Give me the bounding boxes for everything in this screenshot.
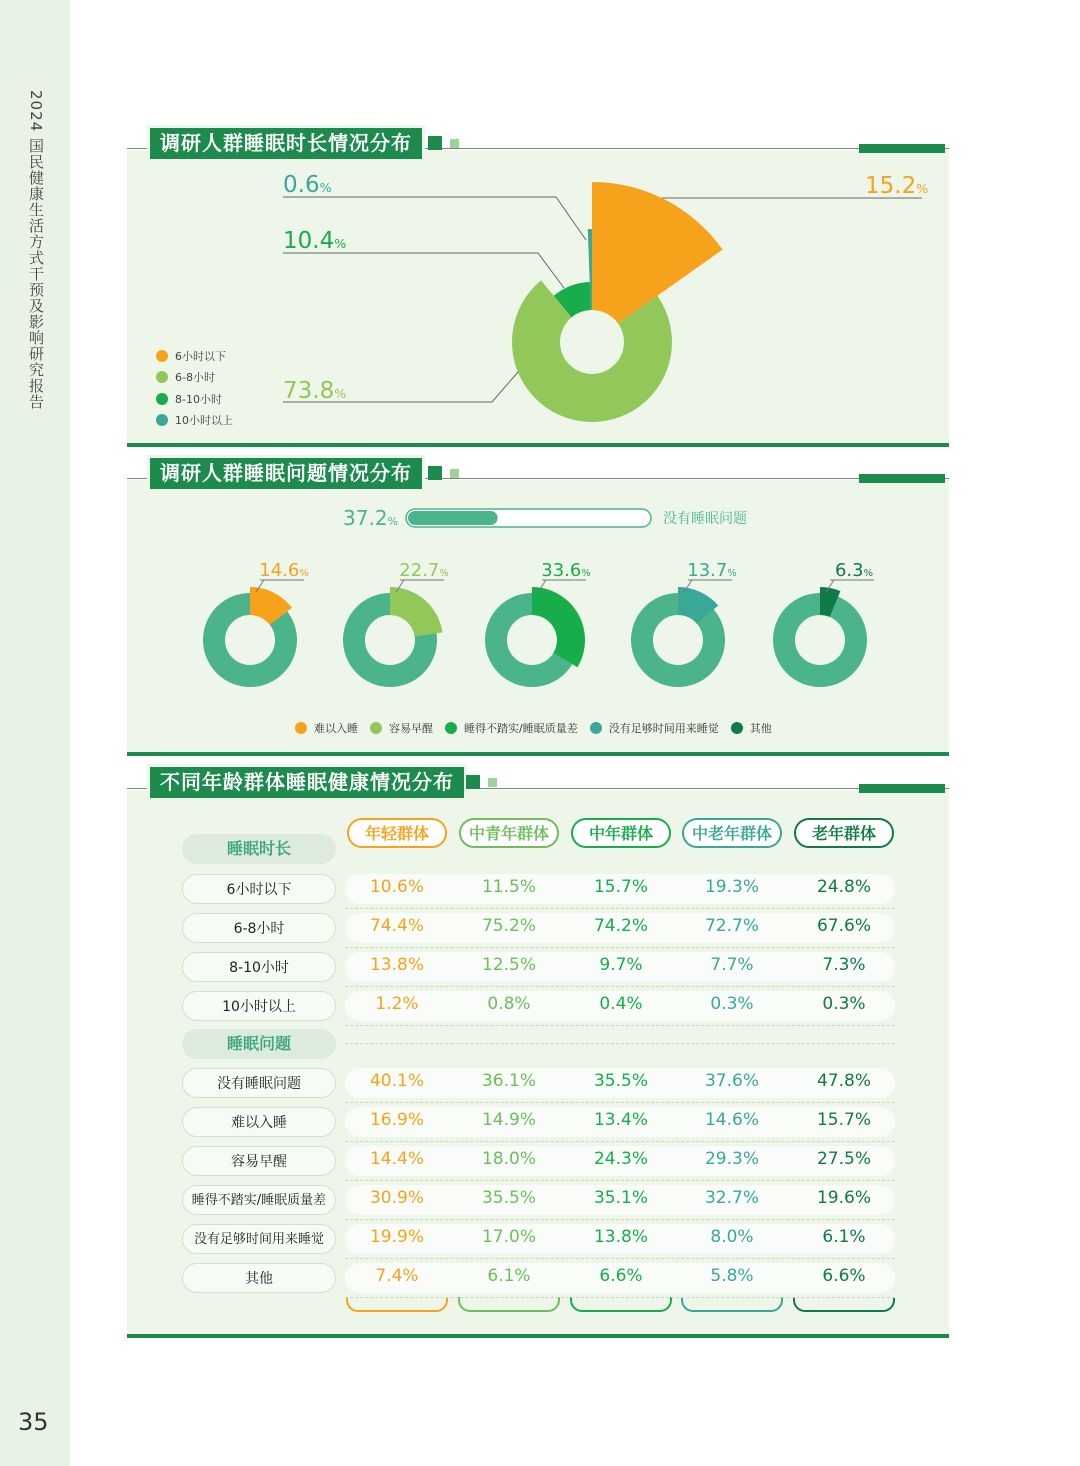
table-cell: 27.5% <box>816 1149 871 1169</box>
table-cell: 0.8% <box>487 994 531 1014</box>
table-cell: 15.7% <box>816 1110 871 1130</box>
table-cell: 17.0% <box>481 1227 536 1247</box>
table-cell: 7.3% <box>822 955 866 975</box>
section-label: 睡眠问题 <box>182 1029 336 1059</box>
legend-dot <box>445 722 457 734</box>
legend-label: 容易早醒 <box>389 722 433 735</box>
no-problem-label: 没有睡眠问题 <box>663 511 747 527</box>
table-cell: 6.6% <box>599 1266 643 1286</box>
table-cell: 7.4% <box>375 1266 419 1286</box>
title-deco-square <box>466 775 480 789</box>
table-cell: 19.3% <box>704 877 759 897</box>
table-cell: 32.7% <box>704 1188 759 1208</box>
legend-item-wake-early <box>370 720 433 736</box>
column-bracket <box>681 1297 783 1312</box>
row-divider <box>345 947 895 948</box>
table-cell: 24.8% <box>816 877 871 897</box>
row-label: 没有睡眠问题 <box>182 1068 336 1098</box>
table-cell: 13.4% <box>593 1110 648 1130</box>
ring-label-other: 6.3% <box>834 560 874 581</box>
no-problem-bar-fill <box>408 511 498 525</box>
column-header: 中青年群体 <box>459 818 559 848</box>
legend-dot <box>370 722 382 734</box>
age-group-panel <box>127 790 949 1338</box>
pie-label-under-6h: 15.2% <box>865 173 929 199</box>
row-label: 难以入睡 <box>182 1107 336 1137</box>
legend-item-poor-quality <box>445 720 578 736</box>
table-cell: 35.5% <box>481 1188 536 1208</box>
legend-item-hard-to-fall-asleep <box>295 720 358 736</box>
row-divider <box>345 1180 895 1181</box>
table-cell: 40.1% <box>369 1071 424 1091</box>
table-cell: 14.9% <box>481 1110 536 1130</box>
table-cell: 12.5% <box>481 955 536 975</box>
legend-label: 6-8小时 <box>175 371 215 385</box>
legend-dot <box>590 722 602 734</box>
table-cell: 24.3% <box>593 1149 648 1169</box>
section-label: 睡眠时长 <box>182 834 336 864</box>
table-cell: 18.0% <box>481 1149 536 1169</box>
ring-slice-wake-early <box>390 587 442 636</box>
table-cell: 0.4% <box>599 994 643 1014</box>
column-header: 中老年群体 <box>682 818 782 848</box>
table-cell: 16.9% <box>369 1110 424 1130</box>
panel-corner-tab <box>859 784 945 793</box>
legend-label: 难以入睡 <box>314 722 358 735</box>
legend-label: 6小时以下 <box>175 349 226 363</box>
table-cell: 30.9% <box>369 1188 424 1208</box>
column-bracket <box>346 1297 448 1312</box>
table-cell: 9.7% <box>599 955 643 975</box>
table-cell: 1.2% <box>375 994 419 1014</box>
legend-item-other <box>731 720 772 736</box>
legend-dot <box>295 722 307 734</box>
table-cell: 10.6% <box>369 877 424 897</box>
row-divider <box>345 986 895 987</box>
table-cell: 19.6% <box>816 1188 871 1208</box>
table-cell: 74.4% <box>369 916 424 936</box>
legend-label: 10小时以上 <box>175 414 233 428</box>
page-number: 35 <box>18 1408 49 1436</box>
table-cell: 5.8% <box>710 1266 754 1286</box>
legend-label: 8-10小时 <box>175 392 222 406</box>
column-header: 中年群体 <box>571 818 671 848</box>
legend-label: 睡得不踏实/睡眠质量差 <box>464 722 578 735</box>
table-cell: 15.7% <box>593 877 648 897</box>
ring-label-poor-quality: 33.6% <box>541 560 591 581</box>
pie-label-6-8h: 73.8% <box>283 378 347 404</box>
table-cell: 14.4% <box>369 1149 424 1169</box>
table-cell: 8.0% <box>710 1227 754 1247</box>
row-divider <box>345 1141 895 1142</box>
row-label: 没有足够时间用来睡觉 <box>182 1224 336 1254</box>
sleep-duration-title: 调研人群睡眠时长情况分布 <box>150 128 422 159</box>
table-cell: 13.8% <box>369 955 424 975</box>
table-cell: 6.1% <box>822 1227 866 1247</box>
table-cell: 0.3% <box>710 994 754 1014</box>
table-cell: 75.2% <box>481 916 536 936</box>
ring-label-hard-to-fall-asleep: 14.6% <box>259 560 309 581</box>
ring-slice-poor-quality <box>532 587 585 667</box>
ring-label-wake-early: 22.7% <box>399 560 449 581</box>
pie-label-over-10h: 0.6% <box>283 172 332 198</box>
table-cell: 7.7% <box>710 955 754 975</box>
table-cell: 72.7% <box>704 916 759 936</box>
table-cell: 0.3% <box>822 994 866 1014</box>
table-cell: 29.3% <box>704 1149 759 1169</box>
column-header: 老年群体 <box>794 818 894 848</box>
table-cell: 6.6% <box>822 1266 866 1286</box>
table-cell: 6.1% <box>487 1266 531 1286</box>
table-cell: 74.2% <box>593 916 648 936</box>
sleep-problem-title: 调研人群睡眠问题情况分布 <box>150 458 422 489</box>
table-cell: 47.8% <box>816 1071 871 1091</box>
row-label: 其他 <box>182 1263 336 1293</box>
row-divider <box>345 908 895 909</box>
row-divider <box>345 1219 895 1220</box>
table-cell: 11.5% <box>481 877 536 897</box>
row-divider <box>345 1102 895 1103</box>
table-cell: 19.9% <box>369 1227 424 1247</box>
row-label: 8-10小时 <box>182 952 336 982</box>
pie-label-8-10h: 10.4% <box>283 228 347 254</box>
table-cell: 13.8% <box>593 1227 648 1247</box>
row-divider <box>345 1025 895 1026</box>
row-label: 容易早醒 <box>182 1146 336 1176</box>
row-label: 6-8小时 <box>182 913 336 943</box>
title-deco-square-small <box>488 778 497 787</box>
sleep-problem-legend <box>295 720 784 736</box>
row-label: 睡得不踏实/睡眠质量差 <box>182 1185 336 1215</box>
age-group-title: 不同年龄群体睡眠健康情况分布 <box>150 767 464 798</box>
table-cell: 37.6% <box>704 1071 759 1091</box>
report-title-vertical: 2024 国民健康生活方式干预及影响研究报告 <box>27 90 45 410</box>
table-cell: 35.1% <box>593 1188 648 1208</box>
table-cell: 14.6% <box>704 1110 759 1130</box>
legend-label: 没有足够时间用来睡觉 <box>608 722 719 735</box>
legend-item-not-enough-time <box>590 720 719 736</box>
row-divider <box>345 1297 895 1298</box>
ring-label-not-enough-time: 13.7% <box>687 560 737 581</box>
row-divider <box>345 1258 895 1259</box>
legend-label: 其他 <box>749 722 772 735</box>
no-problem-value: 37.2% <box>343 506 398 530</box>
column-bracket <box>458 1297 560 1312</box>
row-label: 10小时以上 <box>182 991 336 1021</box>
legend-dot <box>731 722 743 734</box>
column-bracket <box>570 1297 672 1312</box>
column-bracket <box>793 1297 895 1312</box>
row-label: 6小时以下 <box>182 874 336 904</box>
section-divider <box>345 1043 895 1044</box>
table-cell: 36.1% <box>481 1071 536 1091</box>
table-cell: 67.6% <box>816 916 871 936</box>
table-cell: 35.5% <box>593 1071 648 1091</box>
column-header: 年轻群体 <box>347 818 447 848</box>
